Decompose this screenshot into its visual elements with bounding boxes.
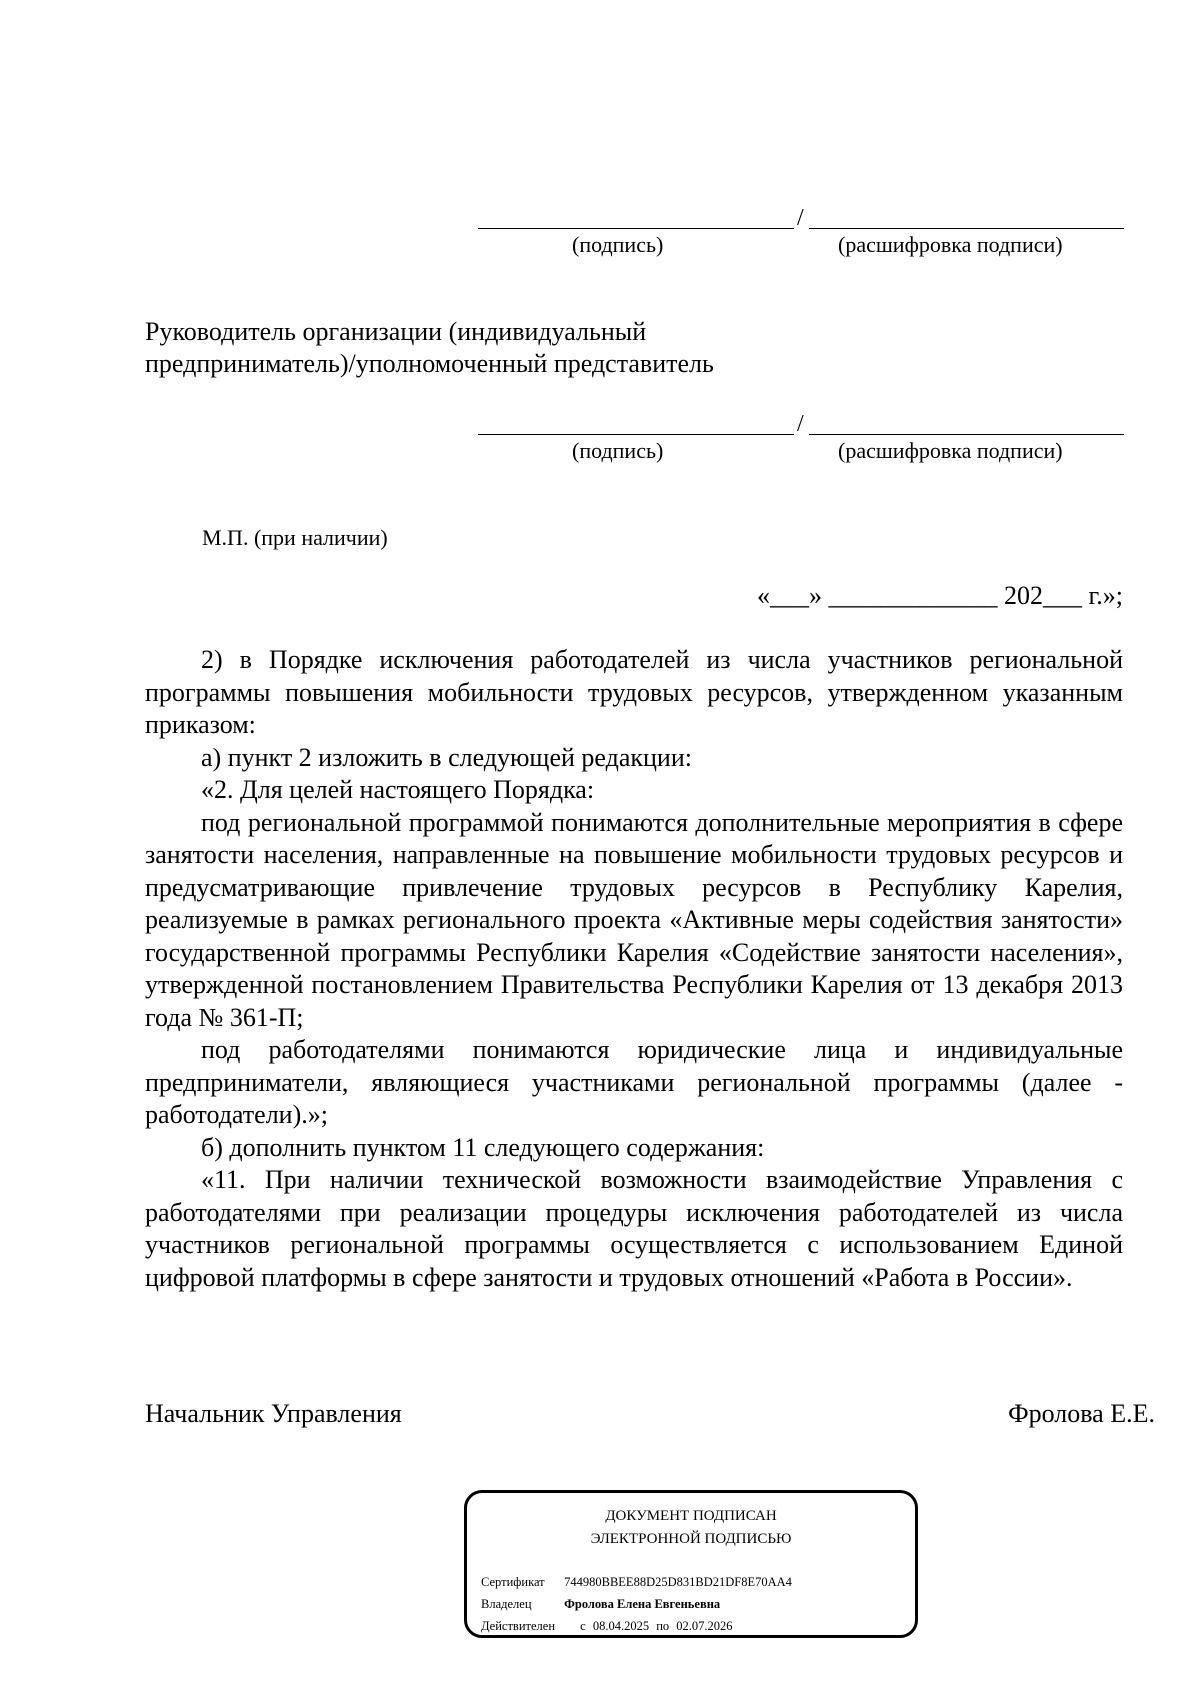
signature-decode-caption: (расшифровка подписи): [838, 438, 1063, 463]
signature-caption: (подпись): [572, 438, 664, 463]
body-paragraph: под работодателями понимаются юридические лица и индивидуальные предприниматели, являющиеся участниками региональной программы (далее - работодатели).»;: [145, 1035, 1123, 1129]
body-paragraph: «11. При наличии технической возможности взаимодействие Управления с работодателями при реализации процедуры исключения работодателей из числа участников региональной программы осуществляется с использованием Единой цифровой платформы в сфере занятости и трудовых отношений «Работа в России».: [145, 1165, 1123, 1292]
body-paragraph: под региональной программой понимаются дополнительные мероприятия в сфере занятости населения, направленные на повышение мобильности трудовых ресурсов и предусматривающие привлечение трудовых ресурсов в Республику Карелия, реализуемые в рамках регионального проекта «Активные меры содействия занятости» государственной программы Республики Карелия «Содействие занятости населения», утвержденной постановлением Правительства Республики Карелия от 13 декабря 2013 года № 361-П;: [145, 807, 1123, 1032]
signatory-position: Начальник Управления: [145, 1399, 402, 1428]
stamp-title-line-2: ЭЛЕКТРОННОЙ ПОДПИСЬЮ: [590, 1531, 792, 1547]
stamp-certificate-value: 744980BBEE88D25D831BD21DF8E70AA4: [564, 1575, 792, 1589]
stamp-certificate-row: [481, 1574, 792, 1590]
date-line: «___» _____________ 202___ г.»;: [757, 581, 1123, 610]
document-body: [145, 644, 1123, 1294]
stamp-valid-to: 02.07.2026: [676, 1619, 733, 1633]
head-role-line-1: Руководитель организации (индивидуальный: [145, 317, 647, 346]
signature-decode-line: [809, 434, 1124, 435]
stamp-valid-from: 08.04.2025: [592, 1619, 650, 1633]
stamp-title-line-1: ДОКУМЕНТ ПОДПИСАН: [605, 1508, 777, 1524]
body-paragraph: 2) в Порядке исключения работодателей из числа участников региональной программы повышения мобильности трудовых ресурсов, утвержденном указанным приказом:: [145, 645, 1123, 739]
signatory-name: Фролова Е.Е.: [1008, 1399, 1155, 1428]
signature-separator: /: [797, 205, 804, 231]
body-paragraph: а) пункт 2 изложить в следующей редакции:: [201, 742, 692, 772]
stamp-valid-to-prefix: по: [656, 1619, 670, 1633]
stamp-owner-row: [481, 1596, 720, 1612]
signature-line: [478, 434, 794, 435]
body-paragraph: «2. Для целей настоящего Порядка:: [201, 775, 595, 804]
head-role-line-2: предприниматель)/уполномоченный представитель: [145, 349, 714, 378]
signature-line: [478, 228, 794, 229]
signature-decode-caption: (расшифровка подписи): [838, 232, 1063, 257]
signature-caption: (подпись): [572, 232, 664, 257]
stamp-validity-row: [481, 1618, 733, 1634]
stamp-valid-label: Действителен: [481, 1619, 556, 1633]
stamp-certificate-label: Сертификат: [481, 1575, 545, 1589]
stamp-owner-value: Фролова Елена Евгеньевна: [564, 1597, 721, 1611]
stamp-owner-label: Владелец: [481, 1597, 532, 1611]
body-paragraph: б) дополнить пунктом 11 следующего содержания:: [201, 1132, 765, 1162]
stamp-valid-from-prefix: с: [580, 1619, 586, 1633]
e-signature-stamp: [464, 1490, 918, 1638]
signature-separator: /: [797, 411, 804, 437]
seal-note: М.П. (при наличии): [202, 525, 388, 550]
signature-decode-line: [809, 228, 1124, 229]
